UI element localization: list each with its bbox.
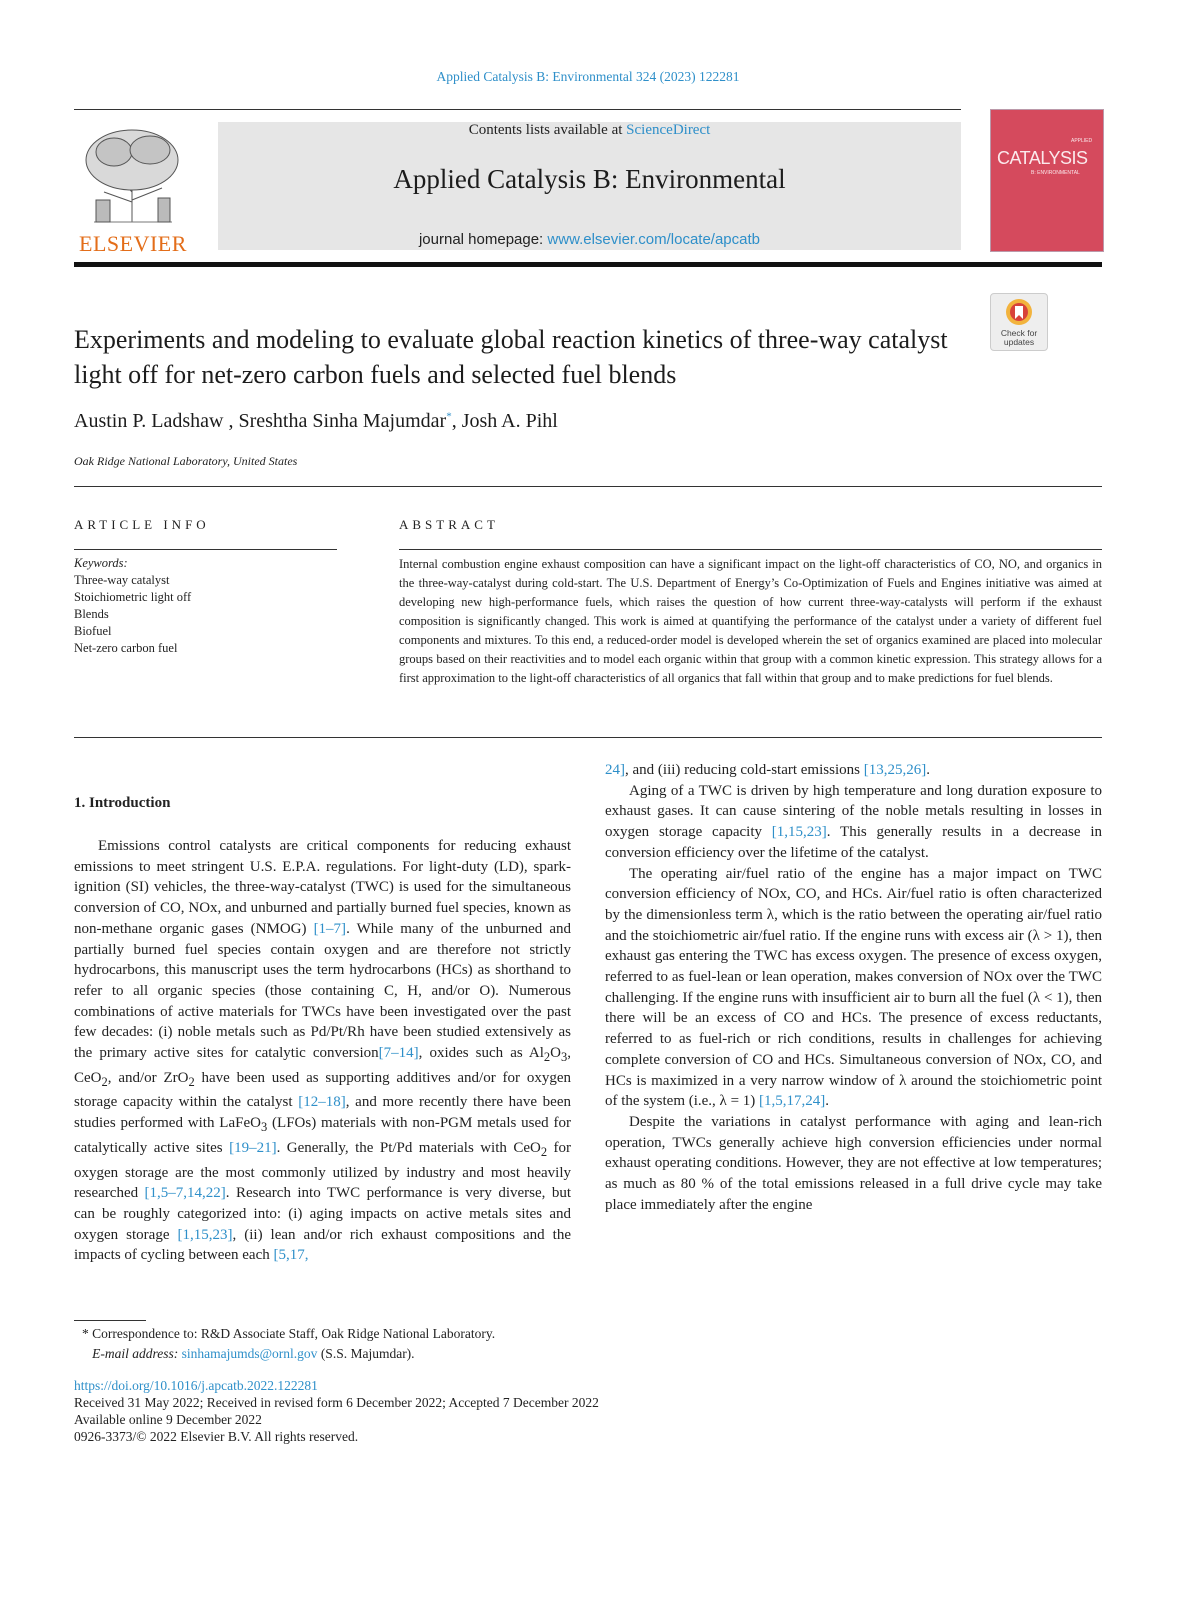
citation-link[interactable]: 24]	[605, 762, 625, 778]
received-dates: Received 31 May 2022; Received in revised form 6 December 2022; Accepted 7 December 2022	[74, 1395, 599, 1410]
text-run: , (ii) lean and/or rich exhaust compositions and the impacts of cycling between each	[74, 1226, 571, 1264]
publication-info	[74, 1377, 599, 1445]
citation-link[interactable]: [1–7]	[313, 920, 347, 937]
citation-link[interactable]: [7–14]	[378, 1045, 419, 1062]
email-suffix: (S.S. Majumdar).	[317, 1346, 415, 1361]
copyright-line: 0926-3373/© 2022 Elsevier B.V. All rights reserved.	[74, 1429, 359, 1444]
homepage-link[interactable]: www.elsevier.com/locate/apcatb	[547, 231, 761, 248]
doi-link[interactable]: https://doi.org/10.1016/j.apcatb.2022.122281	[74, 1378, 318, 1393]
abstract-rule	[399, 549, 1102, 550]
abstract-text: Internal combustion engine exhaust composition can have a significant impact on the light-off characteristics of CO, NO, and organics in the three-way-catalyst during cold-start. The U.S. Department of Energy’s Co-Optimization of Fuels and Engines initiative was aimed at developing new high-performance fuels, which raises the question of how current three-way-catalysts will perform if the exhaust composition is significantly changed. This work is aimed at quantifying the performance of the catalyst under a variety of different fuel components and mixtures. To this end, a reduced-order model is developed wherein the set of organics examined are placed into molecular groups based on their reactivities and to model each organic within that group with a common kinetic expression. This strategy allows for a first approximation to the light-off characteristics of all organics that fall within that group and to make predictions for fuel blends.	[399, 557, 1102, 685]
intro-paragraph-4: Despite the variations in catalyst performance with aging and lean-rich operation, TWCs generally achieve high conversion efficiencies under normal exhaust operating conditions. However, they are not effective at low temperatures; as much as 80 % of the total emissions released in a full drive cycle may take place immediately after the engine	[605, 1113, 1102, 1213]
subscript: 3	[561, 1050, 568, 1065]
cover-top-text: APPLIED	[1071, 138, 1093, 144]
subscript: 2	[101, 1074, 108, 1089]
citation-link[interactable]: [1,5,17,24]	[759, 1093, 826, 1110]
cover-sub-text: B: ENVIRONMENTAL	[1031, 170, 1080, 176]
subscript: 2	[540, 1144, 548, 1159]
text-run: for oxygen storage are the most commonly utilized by industry and most heavily researched	[74, 1139, 571, 1202]
text-run: (LFOs) materials with non-PGM metals used for catalytically active sites	[74, 1115, 571, 1156]
keywords-label: Keywords:	[74, 556, 128, 570]
text-run: . Generally, the Pt/Pd materials with CeO	[276, 1139, 541, 1156]
keyword-item: Net-zero carbon fuel	[74, 641, 178, 655]
journal-title: Applied Catalysis B: Environmental	[393, 164, 786, 194]
cover-word: CATALYSIS	[997, 148, 1088, 168]
rule-above-info	[74, 486, 1102, 487]
journal-cover-thumbnail[interactable]	[990, 109, 1104, 252]
email-link[interactable]: sinhamajumds@ornl.gov	[181, 1346, 318, 1361]
subscript: 3	[260, 1120, 268, 1135]
text-run: Emissions control catalysts are critical components for reducing exhaust emissions to meet stringent U.S. E.P.A. regulations. For light-duty (LD), spark-ignition (SI) vehicles, the three-way-catalyst (TWC) is used for the simultaneous conversion of CO, NOx, and unburned and partially burned fuel species, known as non-methane organic gases (NMOG)	[74, 838, 571, 937]
rule-below-abstract	[74, 737, 1102, 738]
contents-prefix: Contents lists available at	[468, 122, 627, 138]
keyword-item: Three-way catalyst	[74, 573, 170, 587]
header-thick-rule	[74, 262, 1102, 267]
abstract-heading: ABSTRACT	[399, 517, 499, 532]
citation-link[interactable]: [1,15,23]	[771, 824, 827, 841]
author-list	[74, 410, 558, 433]
intro-paragraph-1-continued	[605, 760, 1102, 781]
top-rule	[74, 109, 961, 110]
text-run: . Research into TWC performance is very diverse, but can be roughly categorized into: (i) aging impacts on active metals sites and oxygen storage	[74, 1185, 571, 1243]
keyword-item: Biofuel	[74, 624, 112, 638]
email-label: E-mail address:	[92, 1346, 179, 1361]
sciencedirect-link[interactable]: ScienceDirect	[626, 122, 711, 138]
article-info-heading: ARTICLE INFO	[74, 517, 210, 532]
available-online: Available online 9 December 2022	[74, 1412, 262, 1427]
subscript: 2	[188, 1074, 195, 1089]
contents-line	[218, 122, 961, 139]
text-run: , and (iii) reducing cold-start emissions	[625, 762, 864, 778]
subscript: 2	[543, 1050, 551, 1065]
correspondence-line: * Correspondence to: R&D Associate Staff, Oak Ridge National Laboratory.	[82, 1326, 496, 1341]
text-run: .	[926, 762, 930, 778]
text-run: , CeO	[74, 1045, 572, 1086]
authors-before[interactable]: Austin P. Ladshaw , Sreshtha Sinha Majumdar	[74, 410, 447, 432]
corresponding-author-mark[interactable]: *	[446, 410, 452, 423]
email-line	[82, 1344, 495, 1364]
authors-after[interactable]: , Josh A. Pihl	[451, 410, 558, 432]
keywords-block	[74, 555, 191, 657]
body-column-left	[74, 836, 571, 1266]
text-run: Aging of a TWC is driven by high temperature and long duration exposure to exhaust gases. It can cause sintering of the noble metals resulting in losses in oxygen storage capacity	[605, 782, 1102, 841]
check-updates-line2: updates	[1003, 337, 1035, 347]
intro-paragraph-1	[74, 836, 571, 1266]
keyword-item: Stoichiometric light off	[74, 590, 192, 604]
citation-link[interactable]: [5,17,	[273, 1247, 309, 1264]
text-run: , and/or ZrO	[107, 1069, 189, 1086]
homepage-prefix: journal homepage:	[418, 231, 548, 248]
footnote-rule	[74, 1320, 146, 1321]
citation-link[interactable]: [1,15,23]	[177, 1226, 233, 1243]
text-run: , oxides such as Al	[418, 1045, 544, 1062]
citation-link[interactable]: [13,25,26]	[863, 762, 927, 778]
check-for-updates-badge[interactable]	[990, 293, 1048, 351]
running-head[interactable]: Applied Catalysis B: Environmental 324 (2023) 122281	[436, 69, 740, 84]
section-heading-introduction: 1. Introduction	[74, 795, 171, 811]
text-run: , and more recently there have been studies performed with LaFeO	[74, 1094, 572, 1132]
keyword-item: Blends	[74, 607, 109, 621]
elsevier-wordmark: ELSEVIER	[79, 231, 187, 256]
homepage-line	[218, 231, 961, 248]
text-run: . This generally results in a decrease in conversion efficiency over the lifetime of the catalyst.	[605, 824, 1102, 861]
article-info-rule	[74, 549, 337, 550]
body-column-right	[605, 760, 1102, 1215]
intro-paragraph-3	[605, 864, 1102, 1112]
text-run: .	[825, 1093, 830, 1110]
check-updates-text	[991, 329, 1047, 347]
citation-link[interactable]: [1,5–7,14,22]	[144, 1185, 226, 1202]
check-updates-line1: Check for	[1000, 328, 1038, 338]
correspondence-footnote	[82, 1324, 495, 1364]
citation-link[interactable]: [19–21]	[229, 1139, 277, 1156]
affiliation: Oak Ridge National Laboratory, United States	[74, 454, 298, 468]
article-title: Experiments and modeling to evaluate global reaction kinetics of three-way catalyst light off for net-zero carbon fuels and selected fuel blends	[74, 325, 948, 389]
citation-link[interactable]: [12–18]	[298, 1094, 346, 1111]
text-run: The operating air/fuel ratio of the engine has a major impact on TWC conversion efficiency of NOx, CO, and HCs. Air/fuel ratio is often characterized by the dimensionless term λ, which is the ratio between the operating air/fuel ratio and the stoichiometric air/fuel ratio. If the engine runs with excess air (λ > 1), then exhaust gas entering the TWC has excess oxygen. The presence of excess oxygen, referred to as fuel-lean or lean operation, makes conversion of NOx over the TWC challenging. If the engine runs with insufficient air to burn all the fuel (λ < 1), then there will be an excess of CO and HCs. The presence of excess reductants, referred to as fuel-rich or rich conditions, results in challenges for achieving complete conversion of CO and HCs. Simultaneous conversion of NOx, CO, and HCs is maximized in a very narrow window of λ around the stoichiometric point of the system (i.e., λ = 1)	[605, 865, 1102, 1110]
text-run: O	[550, 1045, 562, 1062]
text-run: . While many of the unburned and partially burned fuel species contain oxygen and are therefore not strictly hydrocarbons, this manuscript uses the term hydrocarbons (HCs) as shorthand to refer to all organic species (those containing C, H, and/or O). Numerous combinations of active materials for TWCs have been investigated over the past few decades: (i) noble metals such as Pd/Pt/Rh have been studied extensively as the primary active sites for catalytic conversion	[74, 920, 571, 1062]
intro-paragraph-2	[605, 781, 1102, 864]
text-run: have been used as supporting additives and/or for oxygen storage capacity within the catalyst	[74, 1069, 571, 1111]
